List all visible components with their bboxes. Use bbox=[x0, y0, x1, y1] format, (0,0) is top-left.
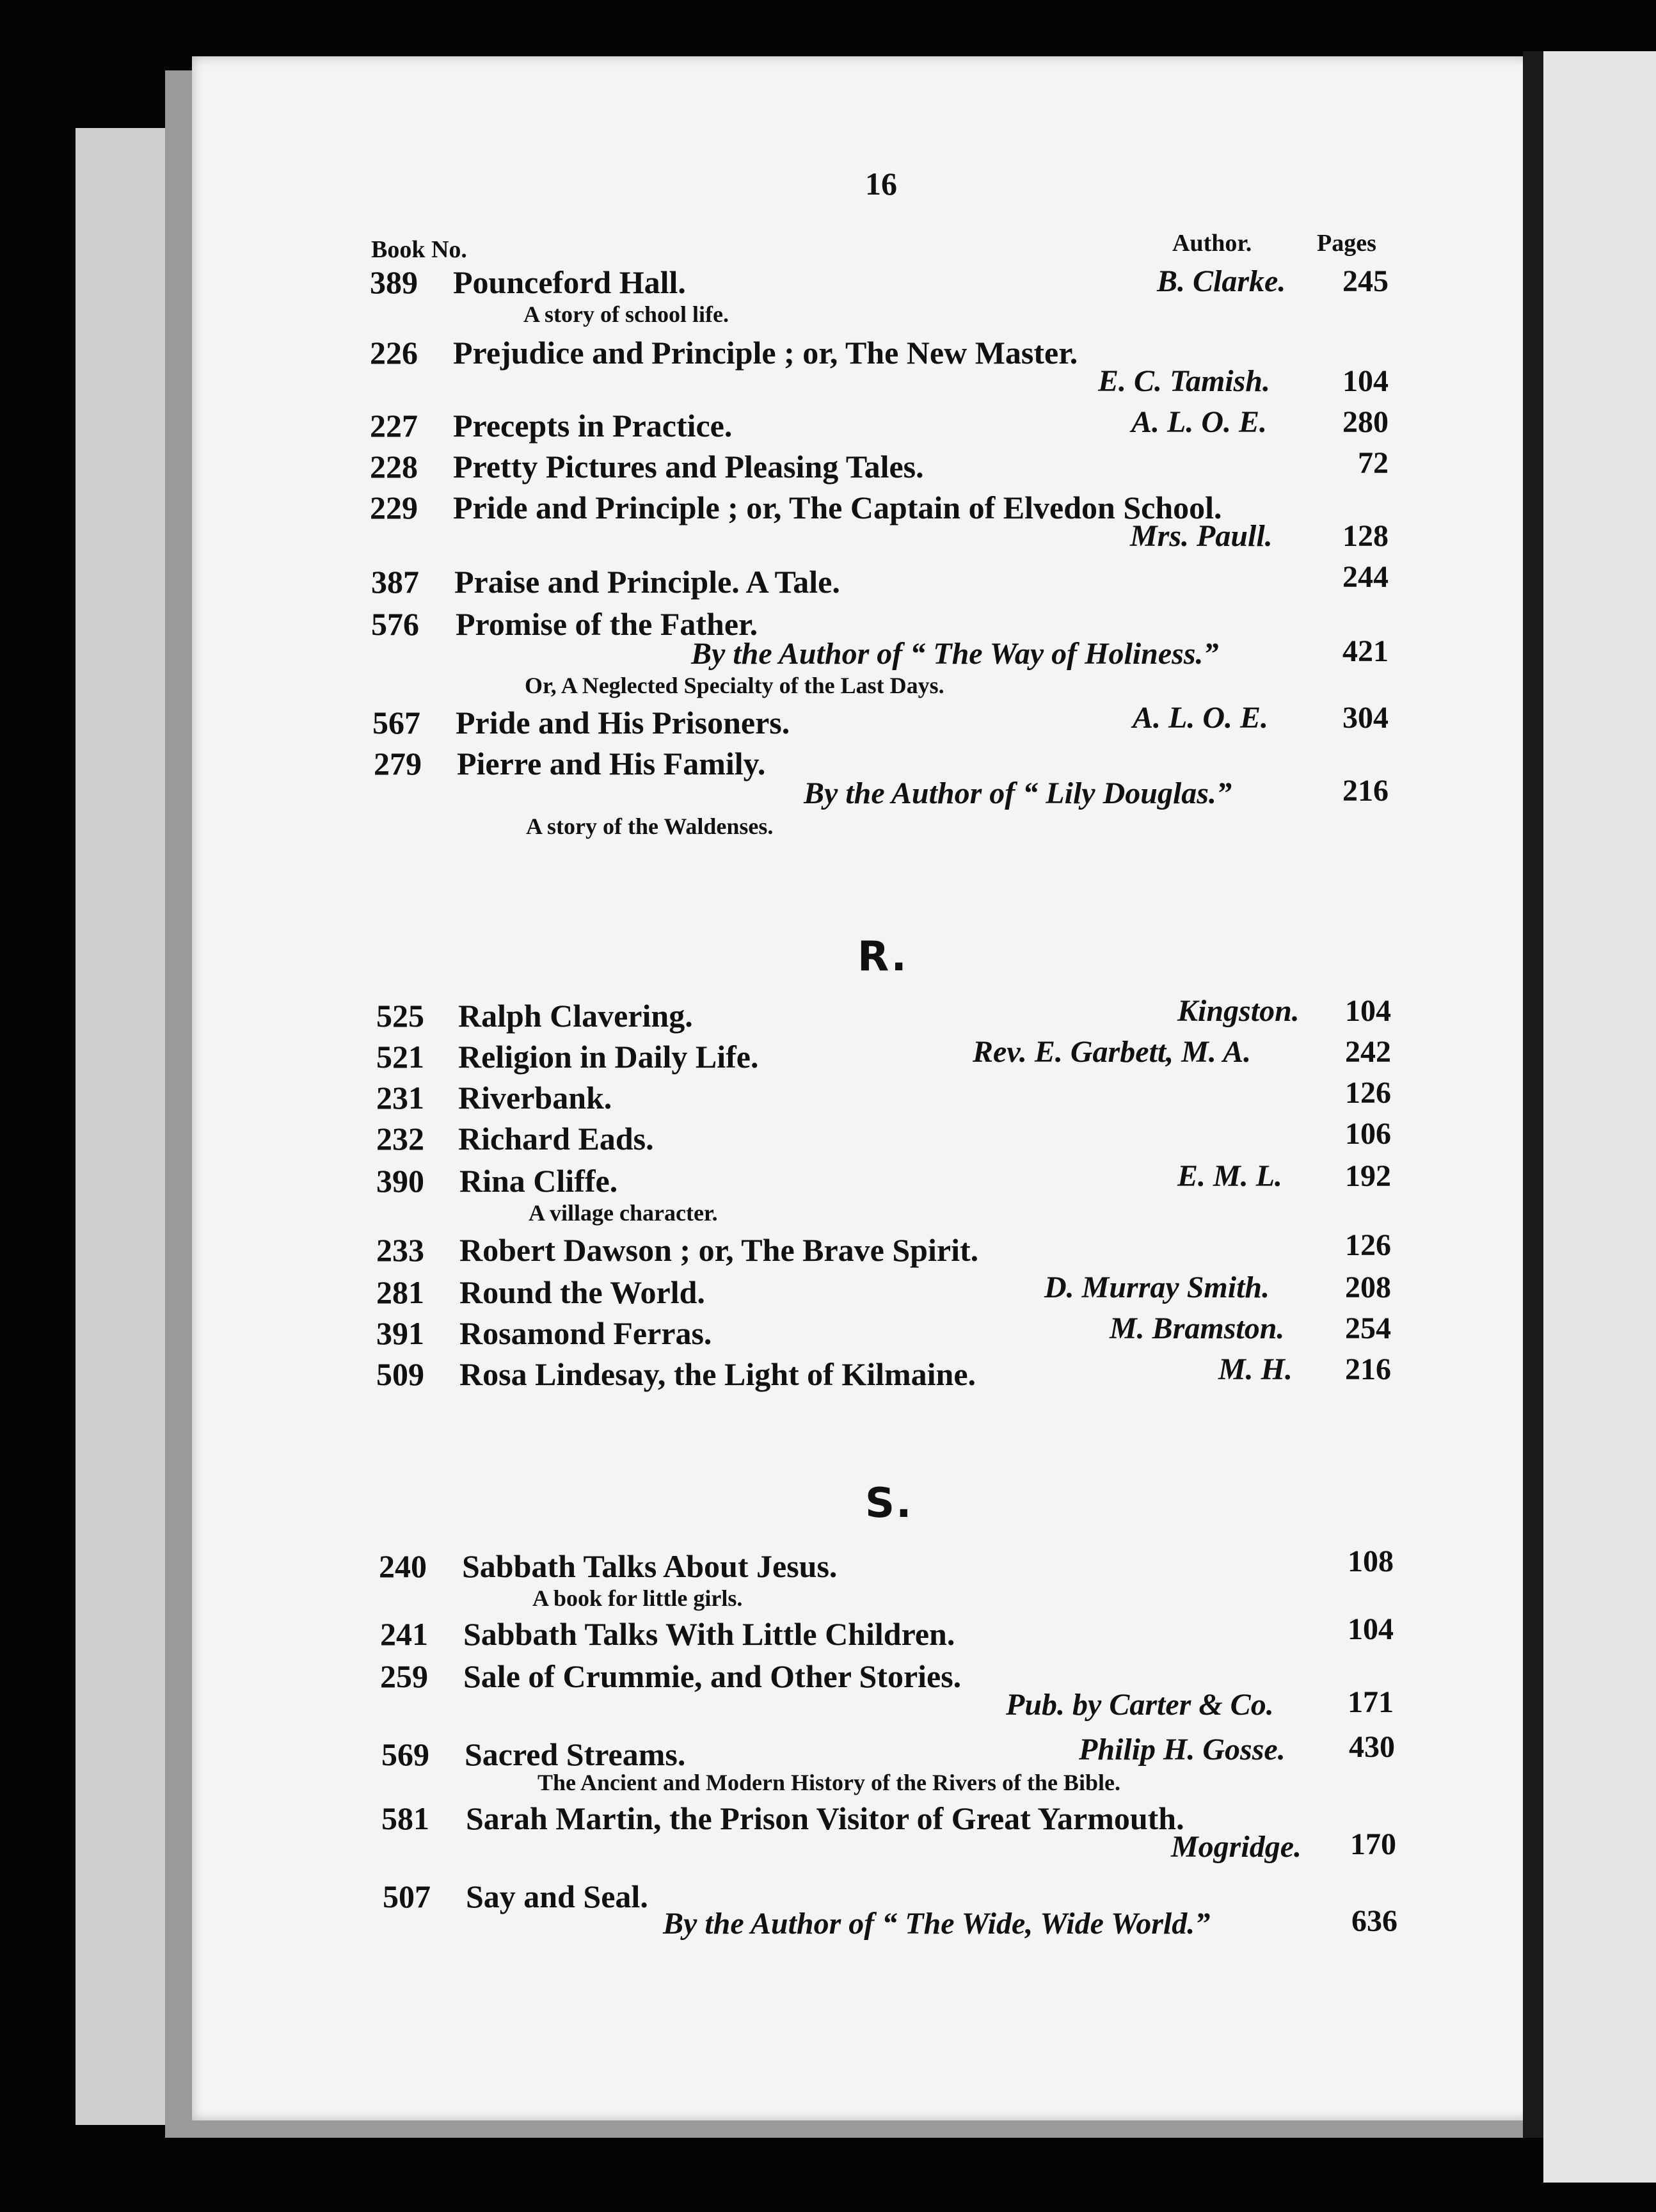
entry-pages: 242 bbox=[1345, 1035, 1391, 1069]
entry-pages: 104 bbox=[1345, 994, 1391, 1028]
entry-pages: 126 bbox=[1345, 1076, 1391, 1110]
entry-title: Religion in Daily Life. bbox=[458, 1039, 759, 1075]
entry-author: E. C. Tamish. bbox=[1098, 364, 1270, 398]
entry-title: Promise of the Father. bbox=[456, 606, 758, 642]
entry-book-number: 389 bbox=[370, 264, 418, 300]
entry-pages: 106 bbox=[1345, 1117, 1391, 1151]
entry-title: Sabbath Talks About Jesus. bbox=[462, 1548, 838, 1584]
header-book-no: Book No. bbox=[371, 236, 467, 263]
entry-book-number: 229 bbox=[370, 490, 418, 525]
entry-pages: 304 bbox=[1342, 701, 1389, 735]
entry-book-number: 241 bbox=[380, 1616, 428, 1652]
entry-note: A story of the Waldenses. bbox=[526, 813, 774, 839]
entry-title: Sale of Crummie, and Other Stories. bbox=[463, 1658, 962, 1694]
entry-book-number: 232 bbox=[376, 1121, 424, 1157]
entry-note: A book for little girls. bbox=[532, 1585, 743, 1611]
entry-note: A village character. bbox=[529, 1200, 718, 1226]
entry-author: Mrs. Paull. bbox=[1130, 519, 1273, 553]
entry-title: Sabbath Talks With Little Children. bbox=[463, 1616, 955, 1652]
entry-book-number: 525 bbox=[376, 998, 424, 1034]
entry-book-number: 390 bbox=[376, 1163, 424, 1199]
entry-book-number: 227 bbox=[370, 408, 418, 444]
entry-title: Rina Cliffe. bbox=[459, 1163, 618, 1199]
entry-title: Pounceford Hall. bbox=[453, 264, 686, 300]
entry-pages: 244 bbox=[1342, 560, 1389, 594]
entry-book-number: 567 bbox=[372, 705, 420, 741]
entry-title: Pierre and His Family. bbox=[457, 746, 766, 781]
entry-note: A story of school life. bbox=[523, 301, 729, 327]
entry-book-number: 226 bbox=[370, 335, 418, 371]
entry-book-number: 507 bbox=[383, 1879, 431, 1914]
facing-page-edge bbox=[1543, 51, 1656, 2183]
entry-pages: 208 bbox=[1345, 1270, 1391, 1304]
entry-pages: 72 bbox=[1358, 446, 1389, 480]
entry-author: M. H. bbox=[1218, 1352, 1293, 1386]
entry-author: A. L. O. E. bbox=[1131, 405, 1268, 439]
entry-book-number: 387 bbox=[371, 564, 419, 600]
entry-book-number: 569 bbox=[381, 1736, 429, 1772]
entry-author: Pub. by Carter & Co. bbox=[1006, 1688, 1274, 1722]
entry-author: E. M. L. bbox=[1177, 1159, 1283, 1193]
header-author: Author. bbox=[1172, 230, 1252, 257]
entry-author: Kingston. bbox=[1177, 994, 1300, 1028]
entry-pages: 280 bbox=[1342, 405, 1389, 439]
entry-book-number: 581 bbox=[381, 1800, 429, 1836]
entry-book-number: 233 bbox=[376, 1232, 424, 1268]
entry-book-number: 521 bbox=[376, 1039, 424, 1075]
entry-author: A. L. O. E. bbox=[1133, 701, 1269, 735]
entry-book-number: 576 bbox=[371, 606, 419, 642]
entry-title: Prejudice and Principle ; or, The New Master. bbox=[453, 335, 1078, 371]
entry-pages: 171 bbox=[1348, 1685, 1394, 1719]
entry-title: Praise and Principle. A Tale. bbox=[454, 564, 840, 600]
entry-author: D. Murray Smith. bbox=[1044, 1270, 1270, 1304]
entry-title: Pride and His Prisoners. bbox=[456, 705, 790, 741]
entry-pages: 216 bbox=[1345, 1352, 1391, 1386]
entry-pages: 170 bbox=[1350, 1827, 1396, 1861]
entry-book-number: 240 bbox=[379, 1548, 427, 1584]
entry-title: Rosa Lindesay, the Light of Kilmaine. bbox=[459, 1356, 976, 1392]
entry-author: By the Author of “ Lily Douglas.” bbox=[804, 776, 1232, 810]
entry-pages: 254 bbox=[1345, 1311, 1391, 1345]
entry-book-number: 509 bbox=[376, 1356, 424, 1392]
entry-book-number: 281 bbox=[376, 1274, 424, 1310]
entry-pages: 216 bbox=[1342, 774, 1389, 808]
entry-title: Sacred Streams. bbox=[465, 1736, 686, 1772]
entry-title: Ralph Clavering. bbox=[458, 998, 693, 1034]
entry-book-number: 259 bbox=[380, 1658, 428, 1694]
header-pages: Pages bbox=[1317, 230, 1376, 257]
entry-title: Rosamond Ferras. bbox=[459, 1315, 712, 1351]
page-number: 16 bbox=[865, 166, 897, 202]
entry-author: Mogridge. bbox=[1171, 1830, 1302, 1864]
entry-book-number: 231 bbox=[376, 1080, 424, 1116]
entry-title: Robert Dawson ; or, The Brave Spirit. bbox=[459, 1232, 979, 1268]
entry-pages: 192 bbox=[1345, 1159, 1391, 1193]
entry-pages: 636 bbox=[1351, 1904, 1397, 1938]
entry-pages: 108 bbox=[1348, 1544, 1394, 1578]
entry-pages: 104 bbox=[1342, 364, 1389, 398]
entry-pages: 430 bbox=[1349, 1730, 1395, 1764]
entry-book-number: 391 bbox=[376, 1315, 424, 1351]
entry-title: Pretty Pictures and Pleasing Tales. bbox=[453, 449, 924, 485]
entry-author: Rev. E. Garbett, M. A. bbox=[973, 1035, 1252, 1069]
entry-author: B. Clarke. bbox=[1157, 264, 1286, 298]
entry-book-number: 228 bbox=[370, 449, 418, 485]
section-heading-s: S. bbox=[865, 1480, 913, 1527]
entry-author: By the Author of “ The Way of Holiness.” bbox=[691, 637, 1219, 671]
entry-pages: 128 bbox=[1342, 519, 1389, 553]
entry-pages: 126 bbox=[1345, 1228, 1391, 1262]
entry-title: Sarah Martin, the Prison Visitor of Great Yarmouth. bbox=[466, 1800, 1184, 1836]
entry-pages: 421 bbox=[1342, 634, 1389, 668]
section-heading-r: R. bbox=[857, 933, 908, 981]
entry-pages: 245 bbox=[1342, 264, 1389, 298]
entry-note: Or, A Neglected Specialty of the Last Days. bbox=[525, 673, 944, 698]
entry-title: Say and Seal. bbox=[466, 1879, 648, 1914]
entry-note: The Ancient and Modern History of the Rivers of the Bible. bbox=[537, 1770, 1120, 1795]
entry-author: M. Bramston. bbox=[1110, 1311, 1285, 1345]
entry-title: Riverbank. bbox=[458, 1080, 612, 1116]
entry-pages: 104 bbox=[1348, 1612, 1394, 1646]
entry-title: Richard Eads. bbox=[458, 1121, 654, 1157]
entry-author: By the Author of “ The Wide, Wide World.” bbox=[663, 1907, 1211, 1941]
entry-title: Precepts in Practice. bbox=[453, 408, 733, 444]
book-spine bbox=[1523, 51, 1543, 2138]
entry-author: Philip H. Gosse. bbox=[1079, 1733, 1286, 1767]
entry-title: Pride and Principle ; or, The Captain of Elvedon School. bbox=[453, 490, 1222, 525]
entry-title: Round the World. bbox=[459, 1274, 705, 1310]
entry-book-number: 279 bbox=[374, 746, 422, 781]
